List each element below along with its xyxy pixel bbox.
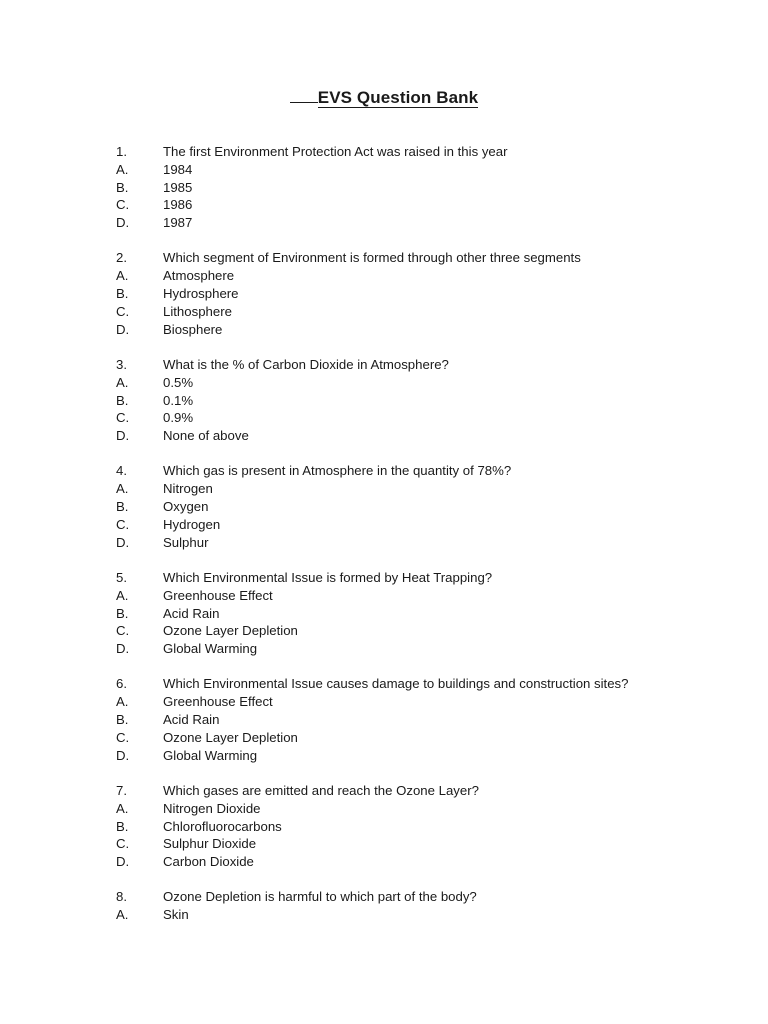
option-row (0, 640, 768, 658)
question-block (0, 888, 768, 924)
option-letter: A. (116, 800, 129, 816)
option-text: Lithosphere (163, 303, 232, 319)
option-text: Hydrosphere (163, 286, 239, 302)
option-letter: A. (116, 374, 129, 390)
question-number: 5. (116, 569, 127, 585)
option-row (0, 303, 768, 321)
option-row (0, 427, 768, 445)
question-block (0, 462, 768, 551)
question-number: 1. (116, 144, 127, 159)
question-row (0, 143, 768, 161)
option-row (0, 409, 768, 427)
question-number: 3. (116, 356, 127, 372)
option-letter: B. (116, 499, 129, 515)
option-letter: D. (116, 854, 130, 870)
option-text: Carbon Dioxide (163, 854, 254, 870)
option-letter: D. (116, 641, 130, 657)
option-text: 0.5% (163, 374, 194, 390)
question-text: Which segment of Environment is formed through other three segments (163, 250, 581, 266)
option-text: Greenhouse Effect (163, 587, 273, 603)
option-text: 0.1% (163, 392, 194, 408)
question-list (0, 143, 768, 941)
option-letter: C. (116, 729, 130, 745)
option-letter: C. (116, 303, 130, 319)
option-letter: D. (116, 215, 130, 231)
option-letter: C. (116, 623, 130, 639)
option-letter: A. (116, 694, 129, 710)
option-text: Acid Rain (163, 712, 220, 728)
option-row (0, 693, 768, 711)
option-row (0, 392, 768, 410)
option-row (0, 534, 768, 552)
title-underline-lead (290, 101, 318, 103)
option-text: Skin (163, 907, 189, 923)
option-row (0, 747, 768, 765)
question-text: The first Environment Protection Act was raised in this year (163, 144, 508, 159)
option-row (0, 800, 768, 818)
option-row (0, 214, 768, 232)
question-row (0, 888, 768, 906)
option-text: 1985 (163, 179, 193, 195)
option-text: Greenhouse Effect (163, 694, 273, 710)
option-row (0, 853, 768, 871)
option-letter: A. (116, 161, 129, 177)
option-letter: B. (116, 605, 129, 621)
option-text: Nitrogen (163, 481, 213, 497)
option-row (0, 516, 768, 534)
option-row (0, 906, 768, 924)
option-text: 0.9% (163, 410, 194, 426)
option-text: Atmosphere (163, 268, 235, 284)
document-title (0, 88, 768, 108)
option-letter: A. (116, 268, 129, 284)
option-letter: C. (116, 197, 130, 213)
option-text: Sulphur (163, 534, 209, 550)
option-text: Nitrogen Dioxide (163, 800, 261, 816)
option-text: Sulphur Dioxide (163, 836, 257, 852)
option-letter: C. (116, 516, 130, 532)
option-letter: D. (116, 534, 130, 550)
option-text: Chlorofluorocarbons (163, 818, 282, 834)
question-row (0, 569, 768, 587)
question-number: 2. (116, 250, 127, 266)
question-block (0, 249, 768, 338)
option-letter: B. (116, 818, 129, 834)
question-text: Ozone Depletion is harmful to which part of the body? (163, 889, 477, 905)
question-row (0, 356, 768, 374)
option-row (0, 321, 768, 339)
option-letter: B. (116, 392, 129, 408)
option-row (0, 711, 768, 729)
option-letter: A. (116, 481, 129, 497)
question-text: Which gas is present in Atmosphere in the quantity of 78%? (163, 463, 512, 479)
title-text: EVS Question Bank (317, 88, 479, 107)
option-row (0, 267, 768, 285)
option-letter: D. (116, 428, 130, 444)
question-block (0, 675, 768, 764)
option-letter: C. (116, 410, 130, 426)
option-letter: D. (116, 747, 130, 763)
option-row (0, 498, 768, 516)
question-number: 7. (116, 782, 127, 798)
option-text: Global Warming (163, 641, 258, 657)
option-row (0, 587, 768, 605)
question-row (0, 782, 768, 800)
question-text: Which Environmental Issue is formed by Heat Trapping? (163, 569, 493, 585)
question-number: 6. (116, 676, 127, 692)
question-block (0, 569, 768, 658)
question-text: Which Environmental Issue causes damage to buildings and construction sites? (163, 676, 629, 692)
option-letter: D. (116, 321, 130, 337)
question-number: 8. (116, 889, 127, 905)
option-row (0, 729, 768, 747)
question-text: What is the % of Carbon Dioxide in Atmosphere? (163, 356, 449, 372)
question-row (0, 462, 768, 480)
option-text: 1987 (163, 215, 193, 231)
option-text: Acid Rain (163, 605, 220, 621)
option-letter: A. (116, 587, 129, 603)
question-block (0, 782, 768, 871)
option-row (0, 285, 768, 303)
option-text: 1984 (163, 161, 193, 177)
option-row (0, 818, 768, 836)
option-letter: B. (116, 286, 129, 302)
question-number: 4. (116, 463, 127, 479)
option-text: Ozone Layer Depletion (163, 623, 298, 639)
option-letter: B. (116, 712, 129, 728)
question-block (0, 143, 768, 232)
option-letter: C. (116, 836, 130, 852)
option-letter: A. (116, 907, 129, 923)
question-row (0, 675, 768, 693)
option-row (0, 374, 768, 392)
question-row (0, 249, 768, 267)
option-text: 1986 (163, 197, 193, 213)
option-row (0, 605, 768, 623)
option-text: None of above (163, 428, 249, 444)
option-text: Ozone Layer Depletion (163, 729, 298, 745)
option-text: Hydrogen (163, 516, 221, 532)
option-row (0, 196, 768, 214)
option-text: Biosphere (163, 321, 223, 337)
option-row (0, 480, 768, 498)
option-row (0, 622, 768, 640)
option-row (0, 835, 768, 853)
question-text: Which gases are emitted and reach the Ozone Layer? (163, 782, 479, 798)
option-row (0, 161, 768, 179)
option-row (0, 179, 768, 197)
question-block (0, 356, 768, 445)
option-letter: B. (116, 179, 129, 195)
option-text: Oxygen (163, 499, 209, 515)
option-text: Global Warming (163, 747, 258, 763)
